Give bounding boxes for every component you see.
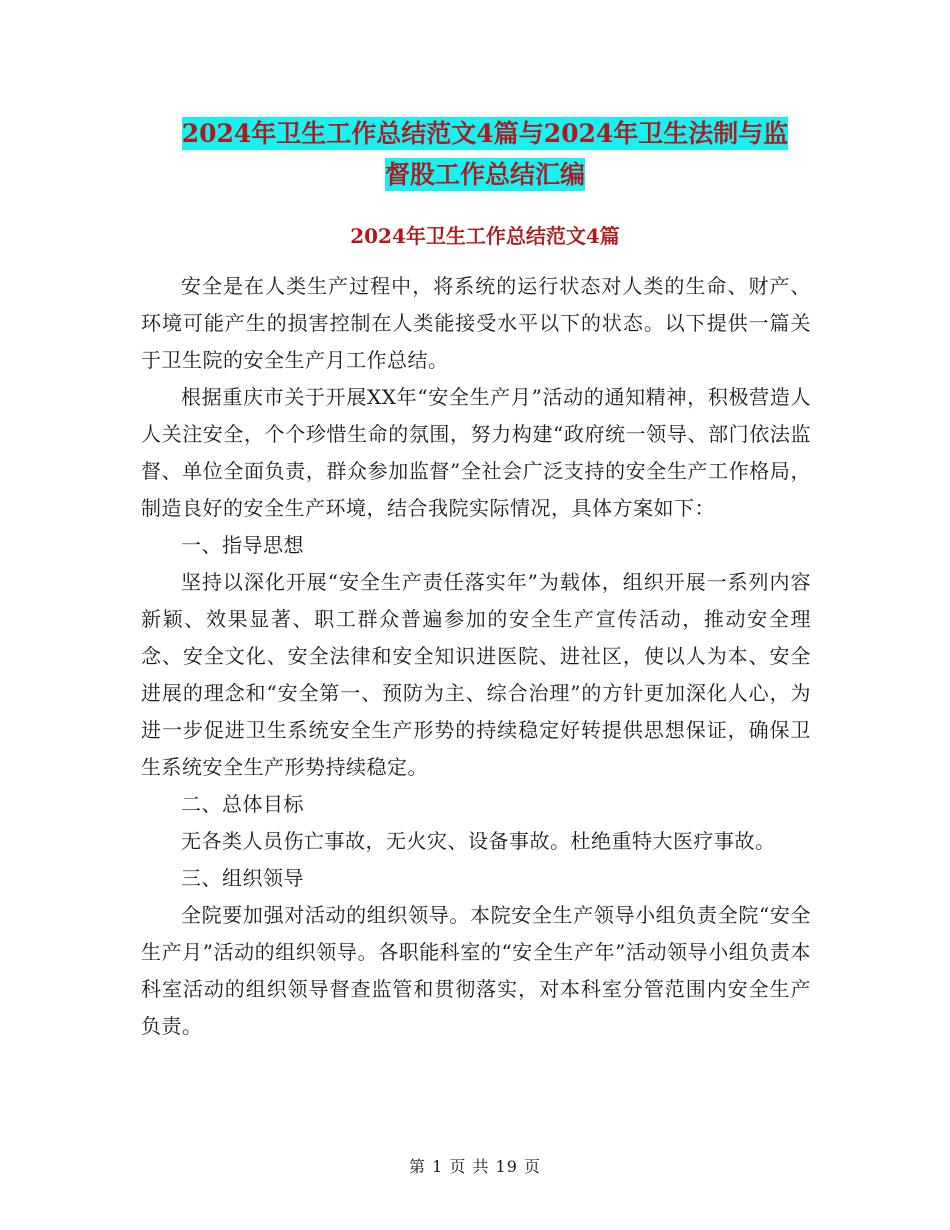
heading-overall-goal: 二、总体目标 <box>181 792 304 816</box>
title-highlight: 督股工作总结汇编 <box>384 160 585 189</box>
section-title: 2024年卫生工作总结范文4篇 <box>350 224 620 248</box>
page-footer: 第 1 页 共 19 页 <box>409 1157 541 1176</box>
heading-guiding-ideology: 一、指导思想 <box>181 533 304 557</box>
paragraph-basis: 根据重庆市关于开展XX年“安全生产月”活动的通知精神，积极营造人人关注安全，个个珍惜生命的氛围，努力构建“政府统一领导、部门依法监督、单位全面负责，群众参加监督”全社会广泛支持的安全生产工作格局，制造良好的安全生产环境，结合我院实际情况，具体方案如下： <box>141 385 811 520</box>
title-highlight: 2024年卫生工作总结范文4篇与2024年卫生法制与监 <box>181 119 789 148</box>
heading-organization: 三、组织领导 <box>181 866 304 890</box>
document-body <box>141 268 811 1045</box>
document-title-line-2 <box>140 155 830 191</box>
paragraph-intro: 安全是在人类生产过程中，将系统的运行状态对人类的生命、财产、环境可能产生的损害控制在人类能接受水平以下的状态。以下提供一篇关于卫生院的安全生产月工作总结。 <box>141 274 811 372</box>
paragraph-organization: 全院要加强对活动的组织领导。本院安全生产领导小组负责全院“安全生产月”活动的组织领导。各职能科室的“安全生产年”活动领导小组负责本科室活动的组织领导督查监管和贯彻落实，对本科室分管范围内安全生产负责。 <box>141 903 811 1038</box>
paragraph-overall-goal: 无各类人员伤亡事故，无火灾、设备事故。杜绝重特大医疗事故。 <box>181 829 776 853</box>
paragraph-guiding-ideology: 坚持以深化开展“安全生产责任落实年”为载体，组织开展一系列内容新颖、效果显著、职工群众普遍参加的安全生产宣传活动，推动安全理念、安全文化、安全法律和安全知识进医院、进社区，使以人为本、安全进展的理念和“安全第一、预防为主、综合治理”的方针更加深化人心，为进一步促进卫生系统安全生产形势的持续稳定好转提供思想保证，确保卫生系统安全生产形势持续稳定。 <box>141 570 811 779</box>
document-title-line-1 <box>140 114 830 150</box>
